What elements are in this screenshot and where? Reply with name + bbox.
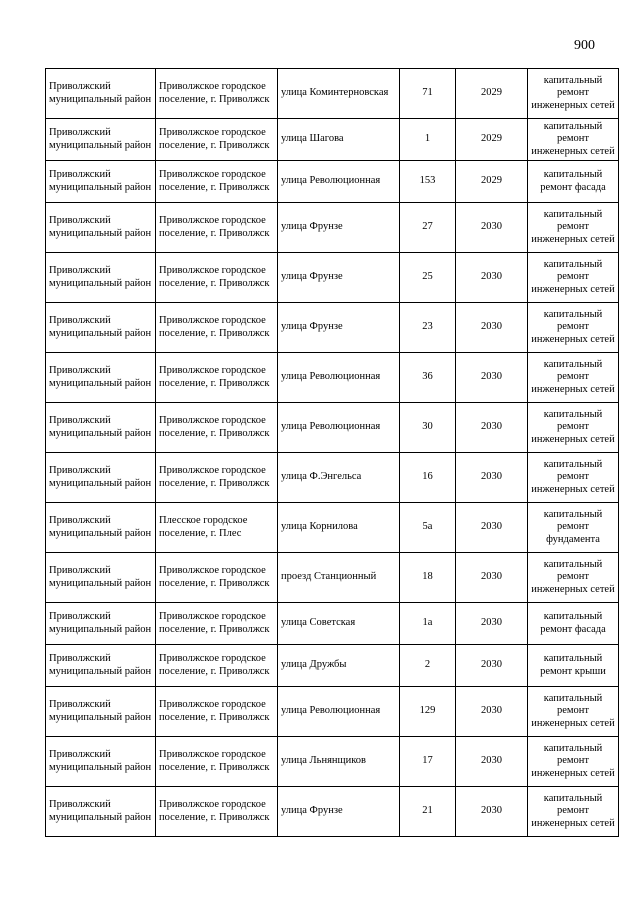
street-cell: улица Фрунзе	[278, 303, 400, 353]
street-cell: улица Фрунзе	[278, 787, 400, 837]
house-number-cell: 1а	[400, 603, 456, 645]
district-cell: Приволжский муниципальный район	[46, 303, 156, 353]
work-type-cell: капитальный ремонт инженерных сетей	[528, 787, 619, 837]
table-row	[46, 645, 619, 687]
table-row	[46, 303, 619, 353]
house-number-cell: 23	[400, 303, 456, 353]
house-number-cell: 21	[400, 787, 456, 837]
district-cell: Приволжский муниципальный район	[46, 161, 156, 203]
district-cell: Приволжский муниципальный район	[46, 503, 156, 553]
table-row	[46, 687, 619, 737]
table-row	[46, 161, 619, 203]
work-type-cell: капитальный ремонт инженерных сетей	[528, 353, 619, 403]
table-body	[46, 69, 619, 837]
house-number-cell: 30	[400, 403, 456, 453]
year-cell: 2030	[456, 253, 528, 303]
year-cell: 2030	[456, 453, 528, 503]
street-cell: улица Фрунзе	[278, 203, 400, 253]
house-number-cell: 71	[400, 69, 456, 119]
table-row	[46, 553, 619, 603]
street-cell: улица Революционная	[278, 161, 400, 203]
work-type-cell: капитальный ремонт инженерных сетей	[528, 687, 619, 737]
street-cell: улица Революционная	[278, 403, 400, 453]
work-type-cell: капитальный ремонт крыши	[528, 645, 619, 687]
settlement-cell: Приволжское городское поселение, г. Приволжск	[156, 645, 278, 687]
house-number-cell: 18	[400, 553, 456, 603]
year-cell: 2030	[456, 645, 528, 687]
table-row	[46, 69, 619, 119]
table-row	[46, 253, 619, 303]
house-number-cell: 25	[400, 253, 456, 303]
settlement-cell: Приволжское городское поселение, г. Приволжск	[156, 403, 278, 453]
house-number-cell: 2	[400, 645, 456, 687]
street-cell: улица Льнянщиков	[278, 737, 400, 787]
work-type-cell: капитальный ремонт фундамента	[528, 503, 619, 553]
district-cell: Приволжский муниципальный район	[46, 253, 156, 303]
street-cell: проезд Станционный	[278, 553, 400, 603]
settlement-cell: Приволжское городское поселение, г. Приволжск	[156, 453, 278, 503]
house-number-cell: 36	[400, 353, 456, 403]
year-cell: 2030	[456, 553, 528, 603]
work-type-cell: капитальный ремонт инженерных сетей	[528, 119, 619, 161]
district-cell: Приволжский муниципальный район	[46, 645, 156, 687]
year-cell: 2030	[456, 353, 528, 403]
year-cell: 2030	[456, 203, 528, 253]
district-cell: Приволжский муниципальный район	[46, 603, 156, 645]
work-type-cell: капитальный ремонт инженерных сетей	[528, 203, 619, 253]
street-cell: улица Революционная	[278, 687, 400, 737]
settlement-cell: Приволжское городское поселение, г. Приволжск	[156, 303, 278, 353]
year-cell: 2030	[456, 687, 528, 737]
table-row	[46, 603, 619, 645]
street-cell: улица Фрунзе	[278, 253, 400, 303]
work-type-cell: капитальный ремонт инженерных сетей	[528, 453, 619, 503]
house-number-cell: 5а	[400, 503, 456, 553]
district-cell: Приволжский муниципальный район	[46, 687, 156, 737]
year-cell: 2030	[456, 787, 528, 837]
street-cell: улица Коминтерновская	[278, 69, 400, 119]
district-cell: Приволжский муниципальный район	[46, 69, 156, 119]
settlement-cell: Приволжское городское поселение, г. Приволжск	[156, 203, 278, 253]
table-row	[46, 403, 619, 453]
year-cell: 2030	[456, 303, 528, 353]
house-number-cell: 27	[400, 203, 456, 253]
street-cell: улица Корнилова	[278, 503, 400, 553]
year-cell: 2029	[456, 69, 528, 119]
year-cell: 2030	[456, 503, 528, 553]
year-cell: 2029	[456, 161, 528, 203]
district-cell: Приволжский муниципальный район	[46, 787, 156, 837]
year-cell: 2029	[456, 119, 528, 161]
page-number: 900	[574, 38, 595, 53]
district-cell: Приволжский муниципальный район	[46, 403, 156, 453]
house-number-cell: 153	[400, 161, 456, 203]
street-cell: улица Ф.Энгельса	[278, 453, 400, 503]
settlement-cell: Приволжское городское поселение, г. Приволжск	[156, 69, 278, 119]
year-cell: 2030	[456, 603, 528, 645]
table-row	[46, 787, 619, 837]
district-cell: Приволжский муниципальный район	[46, 353, 156, 403]
table-row	[46, 203, 619, 253]
house-number-cell: 1	[400, 119, 456, 161]
year-cell: 2030	[456, 737, 528, 787]
work-type-cell: капитальный ремонт инженерных сетей	[528, 253, 619, 303]
settlement-cell: Приволжское городское поселение, г. Приволжск	[156, 787, 278, 837]
house-number-cell: 129	[400, 687, 456, 737]
work-type-cell: капитальный ремонт инженерных сетей	[528, 737, 619, 787]
repair-schedule-table	[45, 68, 619, 837]
year-cell: 2030	[456, 403, 528, 453]
street-cell: улица Шагова	[278, 119, 400, 161]
work-type-cell: капитальный ремонт инженерных сетей	[528, 403, 619, 453]
work-type-cell: капитальный ремонт инженерных сетей	[528, 553, 619, 603]
settlement-cell: Плесское городское поселение, г. Плес	[156, 503, 278, 553]
settlement-cell: Приволжское городское поселение, г. Приволжск	[156, 603, 278, 645]
district-cell: Приволжский муниципальный район	[46, 453, 156, 503]
street-cell: улица Дружбы	[278, 645, 400, 687]
work-type-cell: капитальный ремонт фасада	[528, 161, 619, 203]
district-cell: Приволжский муниципальный район	[46, 119, 156, 161]
settlement-cell: Приволжское городское поселение, г. Приволжск	[156, 253, 278, 303]
district-cell: Приволжский муниципальный район	[46, 737, 156, 787]
table-row	[46, 503, 619, 553]
district-cell: Приволжский муниципальный район	[46, 553, 156, 603]
street-cell: улица Советская	[278, 603, 400, 645]
table-row	[46, 737, 619, 787]
work-type-cell: капитальный ремонт инженерных сетей	[528, 303, 619, 353]
settlement-cell: Приволжское городское поселение, г. Приволжск	[156, 119, 278, 161]
work-type-cell: капитальный ремонт инженерных сетей	[528, 69, 619, 119]
settlement-cell: Приволжское городское поселение, г. Приволжск	[156, 737, 278, 787]
settlement-cell: Приволжское городское поселение, г. Приволжск	[156, 553, 278, 603]
table-row	[46, 119, 619, 161]
settlement-cell: Приволжское городское поселение, г. Приволжск	[156, 353, 278, 403]
work-type-cell: капитальный ремонт фасада	[528, 603, 619, 645]
table-row	[46, 453, 619, 503]
settlement-cell: Приволжское городское поселение, г. Приволжск	[156, 687, 278, 737]
house-number-cell: 17	[400, 737, 456, 787]
settlement-cell: Приволжское городское поселение, г. Приволжск	[156, 161, 278, 203]
table-row	[46, 353, 619, 403]
street-cell: улица Революционная	[278, 353, 400, 403]
house-number-cell: 16	[400, 453, 456, 503]
district-cell: Приволжский муниципальный район	[46, 203, 156, 253]
